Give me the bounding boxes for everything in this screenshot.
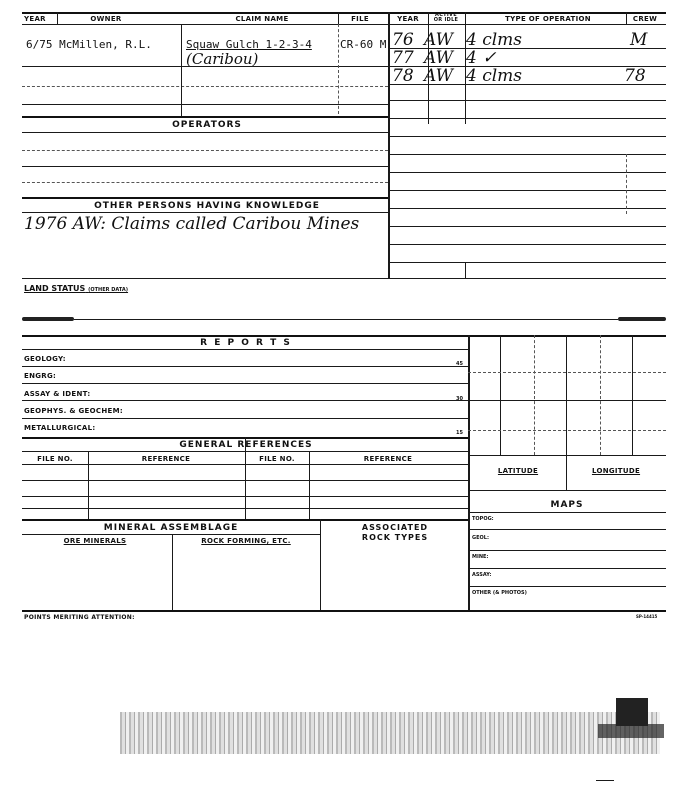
record-line-1: [22, 66, 388, 67]
other-persons-note: 1976 AW: Claims called Caribou Mines: [24, 214, 360, 234]
report-assay-num: 30: [456, 396, 463, 402]
report-geology-num: 45: [456, 361, 463, 367]
grid-h-1: [468, 372, 666, 373]
other-persons-line: [22, 212, 388, 213]
grid-v-1: [500, 335, 501, 455]
land-status-sub: (OTHER DATA): [88, 287, 129, 293]
reports-top: [22, 335, 666, 337]
activity-3-status: AW: [424, 66, 454, 86]
maps-mine: MINE:: [472, 554, 489, 560]
gen-ref-reference: REFERENCE: [141, 455, 191, 463]
maps-other: OTHER (& PHOTOS): [472, 590, 527, 596]
mineral-col-divider: [172, 534, 173, 610]
activity-line-4: [388, 100, 666, 101]
top-border: [22, 12, 666, 14]
activity-3-operation: 4 clms: [466, 66, 523, 86]
operators-line-4: [22, 182, 388, 183]
report-engrg: ENGRG:: [24, 372, 57, 380]
grid-v-5: [632, 335, 633, 455]
longitude-label: LONGITUDE: [591, 467, 641, 475]
other-persons-title: OTHER PERSONS HAVING KNOWLEDGE: [94, 201, 320, 211]
activity-line-11: [388, 226, 666, 227]
points-meriting-label: POINTS MERITING ATTENTION:: [24, 614, 135, 621]
hdr-divider-6: [626, 12, 627, 25]
mineral-title: MINERAL ASSEMBLAGE: [103, 523, 239, 533]
report-geology: GEOLOGY:: [24, 355, 66, 363]
maps-line-3: [468, 568, 666, 569]
activity-divider-crew: [626, 154, 627, 214]
record-line-3: [22, 104, 388, 105]
maps-assay: ASSAY:: [472, 572, 492, 578]
header-file: FILE: [351, 15, 369, 23]
gen-ref-file-no-2: FILE NO.: [259, 455, 295, 463]
land-status-label: [24, 284, 128, 293]
header-crew: CREW: [632, 15, 658, 23]
operators-top: [22, 116, 388, 118]
reports-line-4: [22, 418, 468, 419]
other-persons-top: [22, 197, 388, 199]
activity-3-year: 78: [392, 66, 414, 86]
activity-bottom: [22, 278, 666, 279]
header-owner: OWNER: [90, 15, 122, 23]
header-claim-name: CLAIM NAME: [235, 15, 289, 23]
maps-geol: GEOL:: [472, 535, 489, 541]
operators-line-3: [22, 166, 388, 167]
latitude-label: LATITUDE: [497, 467, 539, 475]
activity-3-crew: 78: [624, 66, 646, 86]
gen-ref-col-3: [309, 451, 310, 519]
header-year: YEAR: [24, 15, 46, 23]
hdr-divider-1: [57, 12, 58, 25]
header-bottom-line: [22, 24, 666, 25]
gen-ref-col-1: [88, 451, 89, 519]
coords-bottom: [468, 490, 666, 491]
activity-1-status: AW: [424, 30, 454, 50]
scan-smudge-left: [22, 317, 74, 321]
activity-1-crew: M: [630, 30, 648, 50]
activity-1-year: 76: [392, 30, 414, 50]
report-geophys: GEOPHYS. & GEOCHEM:: [24, 407, 123, 415]
operators-line-2: [22, 150, 388, 151]
rock-forming-label: ROCK FORMING, ETC.: [201, 537, 291, 545]
operators-line-1: [22, 132, 388, 133]
maps-line-1: [468, 529, 666, 530]
reports-title: R E P O R T S: [200, 338, 292, 348]
record-divider: [181, 24, 182, 116]
report-assay: ASSAY & IDENT:: [24, 390, 91, 398]
activity-divider-bottom: [465, 262, 466, 278]
ore-minerals-label: ORE MINERALS: [63, 537, 127, 545]
maps-line-4: [468, 586, 666, 587]
activity-line-9: [388, 190, 666, 191]
maps-topog: TOPOG:: [472, 516, 494, 522]
mineral-right-divider: [320, 519, 321, 610]
mineral-bottom: [22, 610, 666, 612]
activity-line-5: [388, 118, 666, 119]
gen-ref-col-2: [245, 437, 246, 519]
scan-dark-patch: [598, 724, 664, 738]
associated-rock-types-title: ASSOCIATED ROCK TYPES: [361, 523, 429, 542]
activity-line-7: [388, 154, 666, 155]
grid-v-3: [566, 335, 567, 490]
record-claim-note: (Caribou): [186, 50, 259, 68]
record-year-owner: 6/75 McMillen, R.L.: [26, 38, 152, 51]
operators-title: OPERATORS: [172, 120, 242, 130]
maps-line-2: [468, 550, 666, 551]
gen-ref-title: GENERAL REFERENCES: [179, 440, 313, 450]
header-active-idle: ACTIVE OR IDLE: [433, 12, 459, 23]
maps-title: MAPS: [550, 500, 584, 510]
main-divider: [388, 12, 390, 278]
grid-h-2: [468, 400, 666, 401]
record-file: CR-60 M: [340, 38, 387, 51]
grid-h-3: [468, 430, 666, 431]
gen-ref-reference-2: REFERENCE: [363, 455, 413, 463]
activity-line-10: [388, 208, 666, 209]
header-type-of-operation: TYPE OF OPERATION: [505, 15, 591, 23]
reports-line-3: [22, 400, 468, 401]
activity-2-status: AW: [424, 48, 454, 68]
grid-v-4: [600, 335, 601, 455]
activity-1-operation: 4 clms: [466, 30, 523, 50]
activity-line-8: [388, 172, 666, 173]
scan-mark: [596, 780, 614, 781]
activity-2-operation: 4 ✓: [466, 48, 497, 68]
activity-line-13: [388, 262, 666, 263]
mineral-top: [22, 519, 468, 521]
reports-line-2: [22, 383, 468, 384]
header-year-2: YEAR: [397, 15, 419, 23]
report-metallurgical-num: 15: [456, 430, 463, 436]
reports-line-1: [22, 366, 468, 367]
activity-line-12: [388, 244, 666, 245]
scan-noise-band: [120, 712, 660, 754]
form-code: SP-14415: [636, 614, 658, 619]
land-status-title: LAND STATUS: [24, 284, 86, 293]
activity-line-6: [388, 136, 666, 137]
grid-h-4: [468, 455, 666, 456]
record-divider-file: [338, 24, 339, 114]
record-line-2: [22, 86, 388, 87]
scan-smudge-right: [618, 317, 666, 321]
land-status-bottom: [74, 319, 618, 320]
maps-header-line: [468, 512, 666, 513]
report-metallurgical: METALLURGICAL:: [24, 424, 96, 432]
scan-dark-block: [616, 698, 648, 726]
record-claim-name: Squaw Gulch 1-2-3-4: [186, 38, 312, 51]
activity-2-year: 77: [392, 48, 414, 68]
reports-header-line: [22, 349, 468, 350]
mineral-sub-line: [22, 534, 320, 535]
grid-v-2: [534, 335, 535, 455]
gen-ref-file-no: FILE NO.: [37, 455, 73, 463]
